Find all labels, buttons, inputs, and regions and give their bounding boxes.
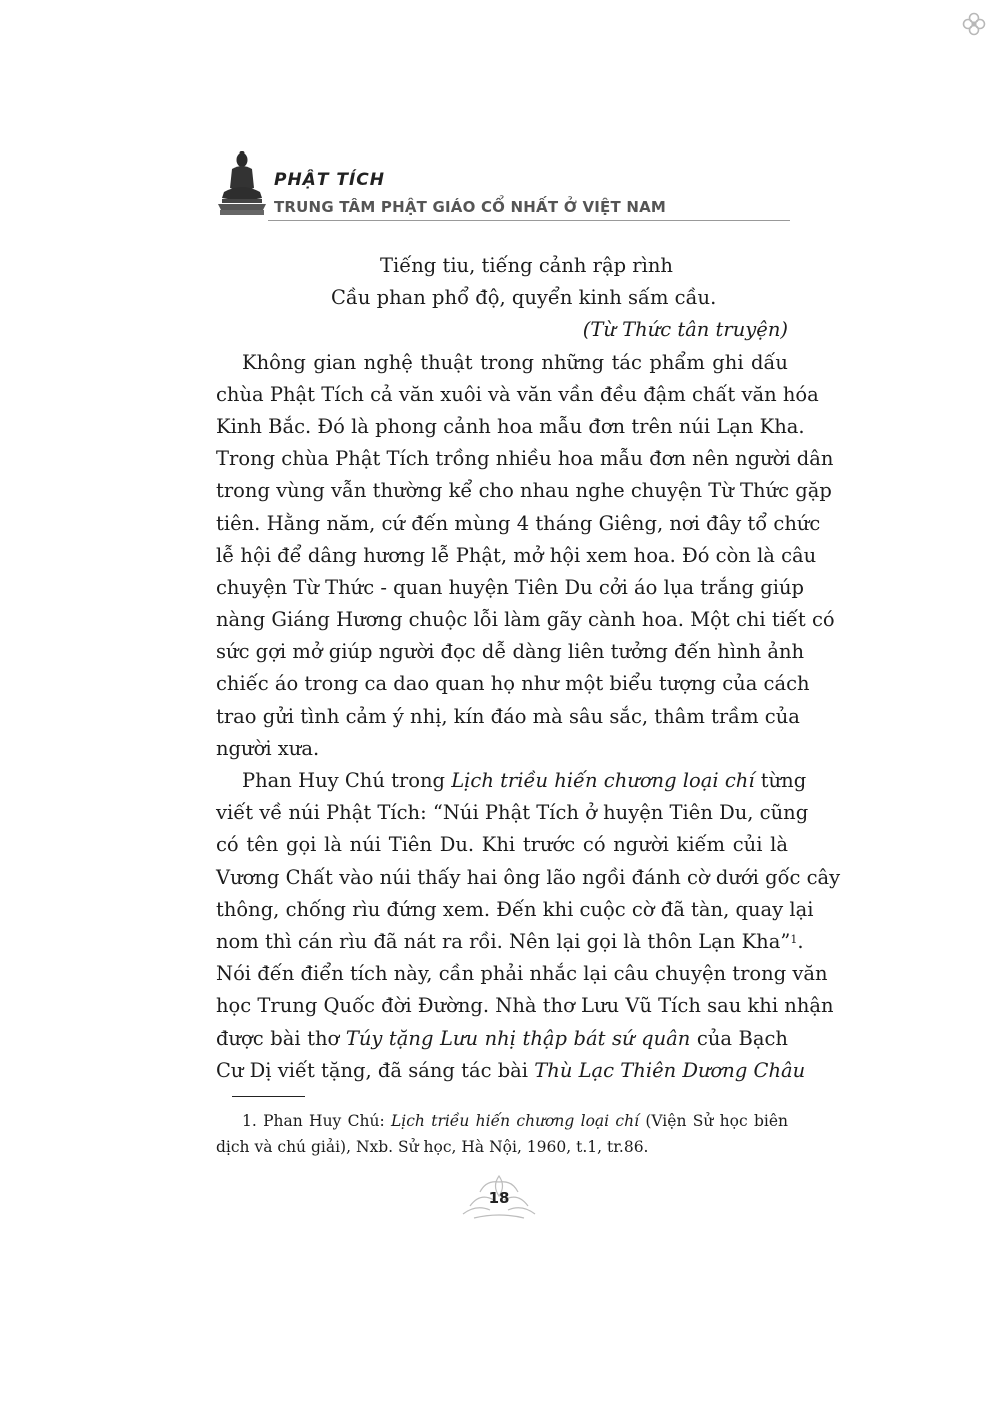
book-subtitle: TRUNG TÂM PHẬT GIÁO CỔ NHẤT Ở VIỆT NAM [274, 198, 667, 216]
footnote [216, 1108, 788, 1160]
paragraph-line: được bài thơ Túy tặng Lưu nhị thập bát sứ quân của Bạch [216, 1026, 788, 1050]
paragraph-line: nom thì cán rìu đã nát ra rồi. Nên lại gọi là thôn Lạn Kha”$^1$. [216, 929, 804, 953]
book-title: PHẬT TÍCH [274, 170, 385, 190]
paragraph-line: lễ hội để dâng hương lễ Phật, mở hội xem hoa. Đó còn là câu [216, 543, 817, 567]
paragraph-line: Kinh Bắc. Đó là phong cảnh hoa mẫu đơn trên núi Lạn Kha. [216, 414, 805, 438]
paragraph-line: Cư Dị viết tặng, đã sáng tác bài Thù Lạc Thiên Dương Châu [216, 1058, 806, 1082]
paragraph-line: Vương Chất vào núi thấy hai ông lão ngồi đánh cờ dưới gốc cây [216, 865, 841, 889]
paragraph-line: chùa Phật Tích cả văn xuôi và văn vần đều đậm chất văn hóa [216, 382, 819, 406]
paragraph-line: chuyện Từ Thức - quan huyện Tiên Du cởi áo lụa trắng giúp [216, 575, 804, 599]
paragraph-line: người xưa. [216, 736, 320, 760]
body-text [216, 250, 841, 1087]
footnote-line: dịch và chú giải), Nxb. Sử học, Hà Nội, 1960, t.1, tr.86. [216, 1138, 649, 1156]
paragraph-line: trao gửi tình cảm ý nhị, kín đáo mà sâu sắc, thâm trầm của [216, 704, 800, 728]
paragraph-line: viết về núi Phật Tích: “Núi Phật Tích ở huyện Tiên Du, cũng [216, 801, 809, 825]
paragraph-line: Không gian nghệ thuật trong những tác phẩm ghi dấu [242, 350, 788, 374]
paragraph-line: Trong chùa Phật Tích trồng nhiều hoa mẫu đơn nên người dân [216, 447, 834, 471]
paragraph-line: học Trung Quốc đời Đường. Nhà thơ Lưu Vũ Tích sau khi nhận [216, 994, 834, 1018]
paragraph-line: Nói đến điển tích này, cần phải nhắc lại câu chuyện trong văn [216, 962, 828, 986]
footnote-rule [232, 1096, 305, 1097]
running-header [216, 150, 790, 222]
verse-source: (Từ Thức tân truyện) [582, 318, 788, 342]
lotus-flower-icon [962, 12, 986, 36]
paragraph-line: trong vùng vẫn thường kể cho nhau nghe chuyện Từ Thức gặp [216, 479, 832, 503]
paragraph-line: có tên gọi là núi Tiên Du. Khi trước có người kiếm củi là [216, 833, 788, 857]
paragraph-line: chiếc áo trong ca dao quan họ như một biểu tượng của cách [216, 672, 810, 696]
paragraph-line: nàng Giáng Hương chuộc lỗi làm gãy cành hoa. Một chi tiết có [216, 608, 835, 632]
paragraph-line: sức gợi mở giúp người đọc dễ dàng liên tưởng đến hình ảnh [216, 640, 805, 664]
buddha-statue-icon [216, 150, 268, 216]
footnote-line: 1. Phan Huy Chú: Lịch triều hiến chương loại chí (Viện Sử học biên [242, 1112, 788, 1130]
paragraph-line: Phan Huy Chú trong Lịch triều hiến chương loại chí từng [242, 769, 807, 792]
paragraph-line: thông, chống rìu đứng xem. Đến khi cuộc cờ đã tàn, quay lại [216, 897, 814, 921]
header-rule [268, 220, 790, 221]
footnote-ref: 1 [790, 932, 798, 946]
verse-line: Tiếng tiu, tiếng cảnh rập rình [380, 254, 673, 277]
verse-line: Cầu phan phổ độ, quyển kinh sấm cầu. [331, 286, 717, 310]
paragraph-line: tiên. Hằng năm, cứ đến mùng 4 tháng Giêng, nơi đây tổ chức [216, 511, 821, 535]
page-number: 18 [488, 1189, 510, 1207]
